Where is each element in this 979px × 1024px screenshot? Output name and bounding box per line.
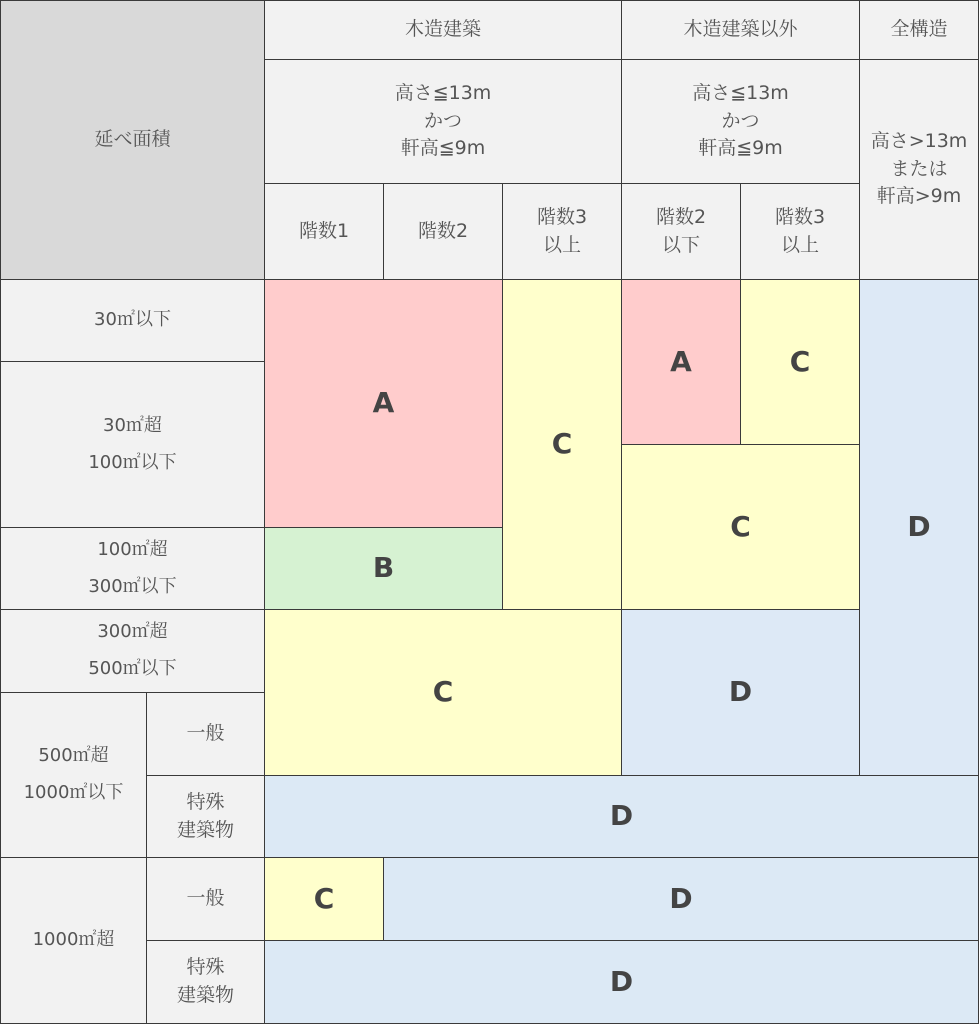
row-area-over-1000: 1000㎡超 (0, 857, 147, 1024)
row-area-100-to-300: 100㎡超 300㎡以下 (0, 527, 265, 610)
header-non-wood-building: 木造建築以外 (621, 0, 860, 60)
grade-c-wood-3-floors: C (502, 279, 622, 610)
header-wood-building: 木造建築 (264, 0, 622, 60)
grade-a-wood-small: A (264, 279, 503, 528)
row-area-30-to-100: 30㎡超 100㎡以下 (0, 361, 265, 528)
row-500-1000-special-building: 特殊 建築物 (146, 775, 265, 858)
header-all-structures: 全構造 (859, 0, 979, 60)
corner-floor-area-label: 延べ面積 (0, 0, 265, 280)
row-over-1000-special-building: 特殊 建築物 (146, 940, 265, 1024)
grade-b-wood-100-300: B (264, 527, 503, 610)
floor-non-wood-3-plus: 階数3 以上 (740, 183, 860, 280)
grade-d-over-1000-general: D (383, 857, 979, 941)
row-area-300-to-500: 300㎡超 500㎡以下 (0, 609, 265, 693)
condition-non-wood-height: 高さ≦13m かつ 軒高≦9m (621, 59, 860, 184)
grade-a-non-wood-2-floors: A (621, 279, 741, 445)
row-500-1000-general: 一般 (146, 692, 265, 776)
grade-d-non-wood-300-1000: D (621, 609, 860, 776)
grade-d-500-1000-special: D (264, 775, 979, 858)
grade-c-non-wood-100-300: C (621, 444, 860, 610)
grade-c-non-wood-3-floors: C (740, 279, 860, 445)
floor-wood-1: 階数1 (264, 183, 384, 280)
grade-d-over-1000-special: D (264, 940, 979, 1024)
row-area-500-to-1000: 500㎡超 1000㎡以下 (0, 692, 147, 858)
floor-wood-2: 階数2 (383, 183, 503, 280)
floor-wood-3-plus: 階数3 以上 (502, 183, 622, 280)
row-area-30-or-less: 30㎡以下 (0, 279, 265, 362)
condition-all-height: 高さ>13m または 軒高>9m (859, 59, 979, 280)
grade-d-all-structures: D (859, 279, 979, 776)
condition-wood-height: 高さ≦13m かつ 軒高≦9m (264, 59, 622, 184)
floor-non-wood-2-or-less: 階数2 以下 (621, 183, 741, 280)
row-over-1000-general: 一般 (146, 857, 265, 941)
grade-c-wood-300-1000: C (264, 609, 622, 776)
grade-c-over-1000-general: C (264, 857, 384, 941)
